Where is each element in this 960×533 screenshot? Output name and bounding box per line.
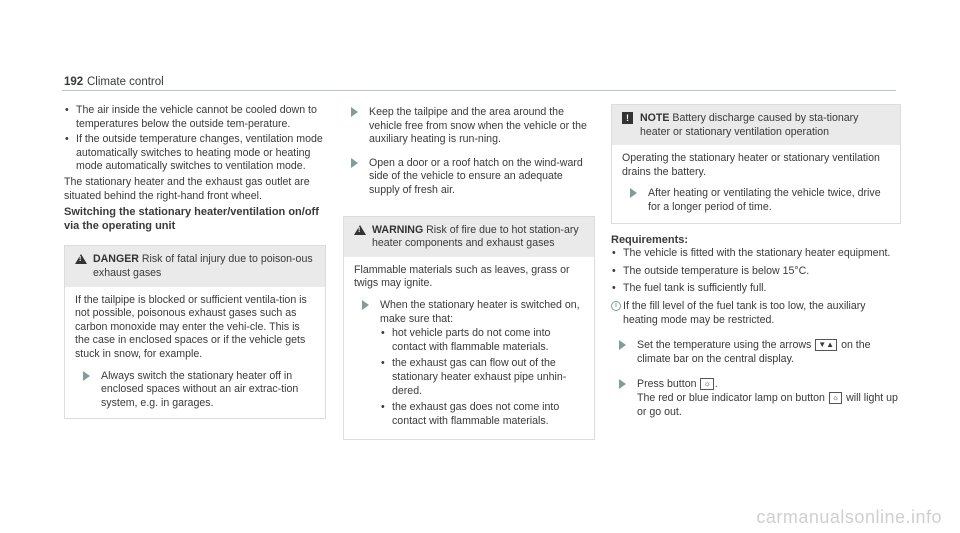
warning-box: [343, 216, 595, 441]
note-header: [612, 105, 900, 145]
column-1: [64, 104, 326, 419]
warning-title: Risk of fire due to hot station-ary heater components and exhaust gases: [372, 223, 579, 250]
warning-triangle-icon: [354, 225, 366, 235]
column-3: [611, 104, 901, 419]
list-item: • If the outside temperature changes, ventilation mode automatically switches to heating mode or heating mode automatically switches to ventilation mode.: [64, 133, 326, 174]
list-item: • The fuel tank is sufficiently full.: [611, 282, 901, 296]
info-icon: i: [611, 301, 621, 311]
note-label: NOTE: [640, 112, 670, 124]
page-header: [0, 0, 960, 92]
list-item: • hot vehicle parts do not come into contact with flammable materials.: [380, 327, 584, 354]
note-exclamation-icon: !: [622, 112, 633, 124]
column-2: [343, 104, 595, 440]
list-item: • the exhaust gas does not come into contact with flammable materials.: [380, 401, 584, 428]
action-step: Set the temperature using the arrows ▼▲ on the climate bar on the central display.: [611, 339, 901, 366]
danger-label: DANGER: [93, 253, 139, 266]
action-step: Open a door or a roof hatch on the wind-ward side of the vehicle to ensure an adequate supply of fresh air.: [343, 157, 595, 198]
action-step: When the stationary heater is switched on, make sure that: • hot vehicle parts do not come into contact with flammable materials. • the exhaust gas can flow out of the stationary heater exhaust pipe unhin-dered. • the exhaust gas does not come into contact with flammable materials.: [354, 299, 584, 428]
list-item: • The outside temperature is below 15°C.: [611, 265, 901, 279]
danger-title: Risk of fatal injury due to poison-ous exhaust gases: [93, 253, 313, 279]
arrow-right-icon: [83, 371, 90, 381]
action-step: Always switch the stationary heater off in enclosed spaces without an air extrac-tion system, e.g. in garages.: [75, 370, 315, 411]
arrow-right-icon: [619, 340, 626, 350]
arrows-down-up-icon: ▼▲: [815, 339, 837, 351]
note-title: Battery discharge caused by sta-tionary heater or stationary ventilation operation: [640, 112, 859, 138]
danger-box: [64, 245, 326, 419]
arrow-right-icon: [619, 379, 626, 389]
note-box: [611, 104, 901, 224]
requirements-heading: Requirements:: [611, 233, 689, 246]
danger-body: If the tailpipe is blocked or sufficient ventila-tion is not possible, poisonous exhaust gases such as carbon monoxide may enter the vehi-cle. This is the case in enclosed spaces or if the vehicle gets stuck in snow, for example.: [75, 293, 307, 360]
watermark: carmanualsonline.info: [756, 507, 942, 528]
arrow-right-icon: [351, 107, 358, 117]
warning-body: Flammable materials such as leaves, grass or twigs may ignite.: [354, 263, 570, 290]
list-item: • The vehicle is fitted with the stationary heater equipment.: [611, 247, 901, 261]
danger-header: [65, 246, 325, 286]
warning-label: WARNING: [372, 223, 424, 236]
warning-header: [344, 217, 594, 257]
action-step: Press button ☼ . The red or blue indicator lamp on button ☼ will light up or go out.: [611, 378, 901, 419]
warning-triangle-icon: [75, 254, 87, 264]
arrow-right-icon: [362, 300, 369, 310]
note-body: Operating the stationary heater or stationary ventilation drains the battery.: [622, 152, 880, 178]
header-divider: [62, 90, 896, 91]
action-step: After heating or ventilating the vehicle twice, drive for a longer period of time.: [622, 187, 890, 214]
arrow-right-icon: [351, 158, 358, 168]
section-subheading: Switching the stationary heater/ventilation on/off via the operating unit: [64, 206, 319, 232]
list-item: • the exhaust gas can flow out of the stationary heater exhaust pipe unhin-dered.: [380, 357, 584, 398]
section-title: Climate control: [87, 76, 164, 88]
page-number: 192: [64, 76, 84, 88]
list-item: • The air inside the vehicle cannot be cooled down to temperatures below the outside tem-perature.: [64, 104, 326, 131]
stationary-heater-button-icon: ☼: [700, 378, 713, 390]
arrow-right-icon: [630, 188, 637, 198]
stationary-heater-button-icon: ☼: [829, 392, 842, 404]
info-note: i If the fill level of the fuel tank is too low, the auxiliary heating mode may be restricted.: [611, 300, 901, 327]
action-step: Keep the tailpipe and the area around the vehicle free from snow when the vehicle or the auxiliary heating is run-ning.: [343, 106, 595, 147]
paragraph: The stationary heater and the exhaust gas outlet are situated behind the right-hand front wheel.: [64, 175, 310, 202]
